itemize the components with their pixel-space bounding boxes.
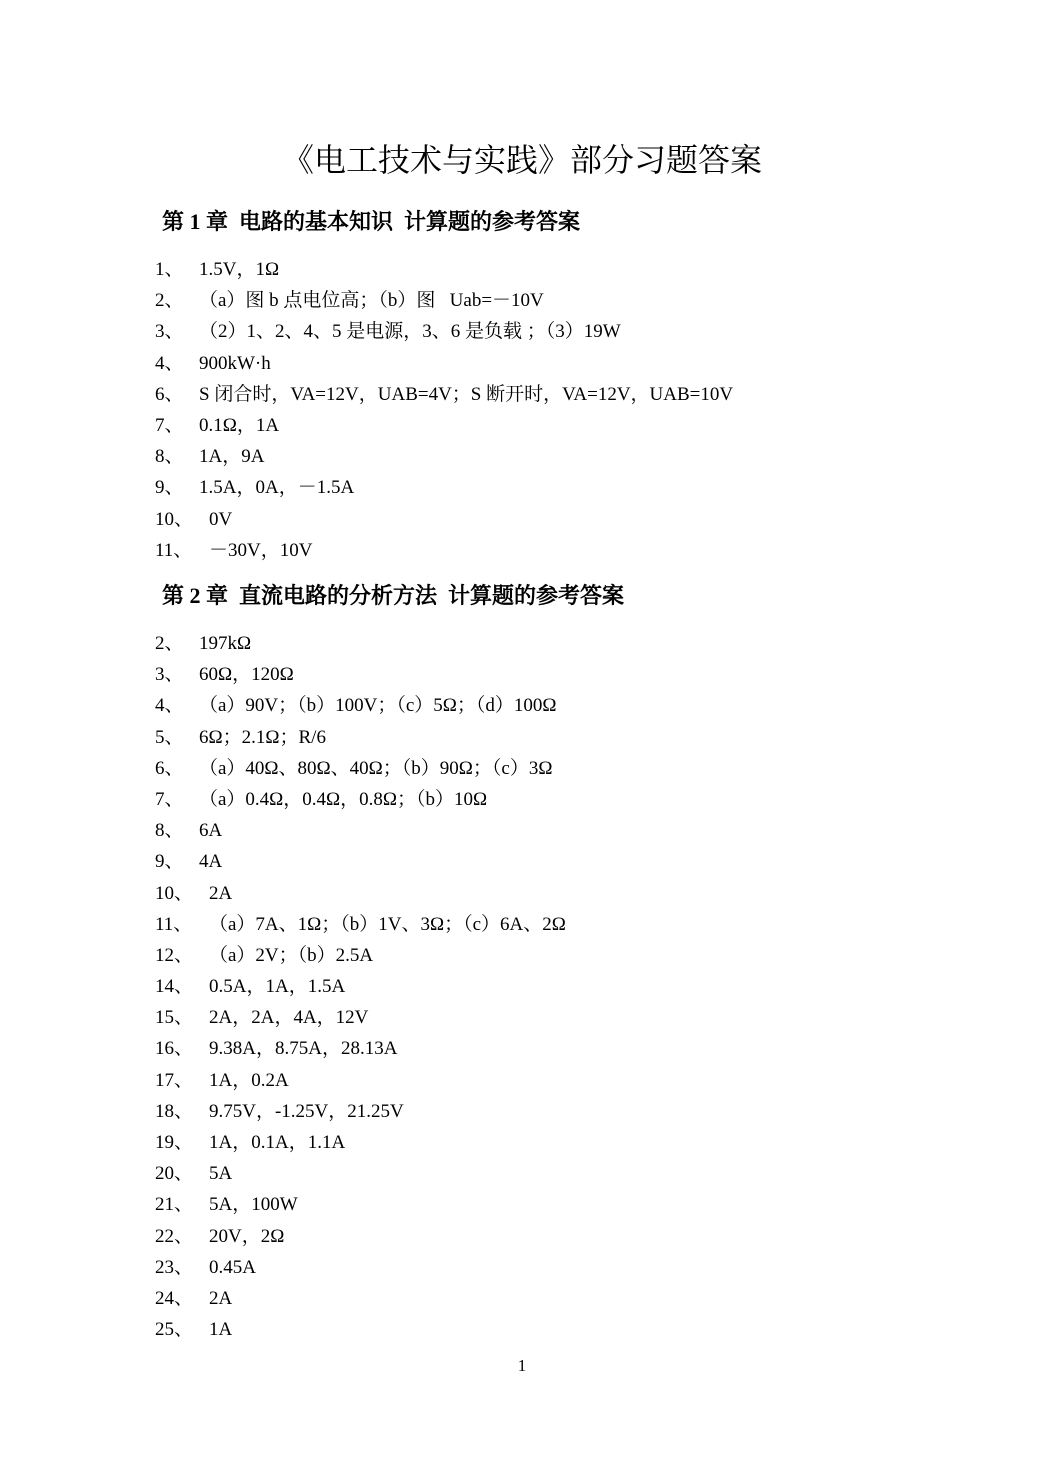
answer-item — [155, 285, 733, 316]
answer-text: S 闭合时，VA=12V，UAB=4V；S 断开时，VA=12V，UAB=10V — [199, 383, 734, 405]
answer-number: 5、 — [155, 726, 184, 748]
answer-text: 5A，100W — [209, 1194, 298, 1216]
answer-number: 3、 — [155, 321, 184, 343]
answer-item — [155, 1002, 566, 1033]
answer-item — [155, 535, 733, 566]
answer-item — [155, 1283, 566, 1314]
answer-item — [155, 1221, 566, 1252]
answer-item — [155, 410, 733, 441]
answer-item — [155, 1314, 566, 1345]
answer-number: 14、 — [155, 976, 194, 998]
answer-text: 2A，2A，4A，12V — [209, 1007, 369, 1029]
answer-text: 60Ω，120Ω — [199, 664, 294, 686]
answer-number: 9、 — [155, 851, 184, 873]
answer-number: 15、 — [155, 1007, 194, 1029]
page-number: 1 — [517, 1356, 527, 1375]
answer-item — [155, 504, 733, 535]
answer-item — [155, 348, 733, 379]
answer-text: 6A — [199, 820, 223, 842]
answer-number: 11、 — [155, 539, 193, 561]
answer-item — [155, 1096, 566, 1127]
answer-number: 1、 — [155, 259, 184, 280]
answer-item — [155, 316, 733, 347]
answer-text: 9.75V，-1.25V，21.25V — [209, 1100, 404, 1122]
answer-number: 21、 — [155, 1194, 194, 1216]
answer-text: 0.1Ω，1A — [199, 414, 280, 436]
answer-number: 20、 — [155, 1163, 194, 1185]
answer-text: 900kW·h — [199, 352, 271, 374]
answer-item — [155, 628, 566, 659]
answer-item — [155, 909, 566, 940]
answer-text: 20V，2Ω — [209, 1225, 285, 1247]
answer-item — [155, 846, 566, 877]
answer-number: 6、 — [155, 383, 184, 405]
answer-text: 1.5A，0A，－1.5A — [199, 477, 355, 499]
answer-text: （a）40Ω、80Ω、40Ω；（b）90Ω；（c）3Ω — [199, 757, 553, 779]
answer-number: 22、 — [155, 1225, 194, 1247]
answer-number: 19、 — [155, 1132, 194, 1153]
answer-number: 11、 — [155, 913, 193, 935]
answer-number: 2、 — [155, 633, 184, 654]
answer-item — [155, 441, 733, 472]
answer-item — [155, 940, 566, 971]
answer-text: （a）0.4Ω，0.4Ω，0.8Ω；（b）10Ω — [199, 788, 488, 810]
answer-number: 10、 — [155, 508, 194, 530]
answer-item — [155, 254, 733, 285]
answer-item — [155, 971, 566, 1002]
answer-item — [155, 379, 733, 410]
answer-item — [155, 784, 566, 815]
answer-number: 4、 — [155, 695, 184, 717]
chapter-1-heading: 第 1 章 电路的基本知识 计算题的参考答案 — [162, 209, 581, 234]
answer-number: 25、 — [155, 1319, 194, 1341]
answer-text: （a）90V；（b）100V；（c）5Ω；（d）100Ω — [199, 695, 557, 717]
answer-number: 16、 — [155, 1038, 194, 1060]
answer-number: 17、 — [155, 1069, 194, 1091]
answer-text: －30V，10V — [209, 539, 313, 561]
answer-text: （a）7A、1Ω；（b）1V、3Ω；（c）6A、2Ω — [209, 913, 566, 935]
answer-item — [155, 1252, 566, 1283]
answer-text: 4A — [199, 851, 223, 873]
answer-item — [155, 815, 566, 846]
answer-number: 7、 — [155, 414, 184, 436]
answer-text: 1A，9A — [199, 446, 265, 468]
chapter-2-answer-list — [155, 628, 566, 1345]
answer-number: 18、 — [155, 1100, 194, 1122]
answer-number: 12、 — [155, 944, 194, 966]
answer-text: （a）2V；（b）2.5A — [209, 944, 374, 966]
answer-item — [155, 878, 566, 909]
answer-number: 2、 — [155, 290, 184, 312]
answer-number: 3、 — [155, 664, 184, 686]
chapter-1-answer-list — [155, 254, 733, 566]
answer-text: 0.45A — [209, 1256, 256, 1278]
answer-item — [155, 722, 566, 753]
answer-item — [155, 1158, 566, 1189]
answer-text: 1A，0.1A，1.1A — [209, 1132, 346, 1153]
answer-text: 5A — [209, 1163, 233, 1185]
answer-number: 24、 — [155, 1287, 194, 1309]
answer-text: 1A，0.2A — [209, 1069, 289, 1091]
answer-text: 6Ω；2.1Ω；R/6 — [199, 726, 326, 748]
answer-item — [155, 1033, 566, 1064]
answer-item — [155, 472, 733, 503]
answer-item — [155, 1127, 566, 1158]
answer-text: 1A — [209, 1319, 233, 1341]
answer-item — [155, 659, 566, 690]
page-title: 《电工技术与实践》部分习题答案 — [281, 142, 762, 178]
chapter-2-heading: 第 2 章 直流电路的分析方法 计算题的参考答案 — [162, 583, 625, 608]
answer-text: 0V — [209, 508, 233, 530]
answer-text: 1.5V，1Ω — [199, 259, 280, 280]
answer-number: 8、 — [155, 446, 184, 468]
answer-number: 10、 — [155, 882, 194, 904]
answer-number: 7、 — [155, 788, 184, 810]
answer-number: 6、 — [155, 757, 184, 779]
answer-text: 0.5A，1A，1.5A — [209, 976, 346, 998]
answer-item — [155, 690, 566, 721]
answer-text: 9.38A，8.75A，28.13A — [209, 1038, 398, 1060]
answer-text: 2A — [209, 882, 233, 904]
answer-number: 23、 — [155, 1256, 194, 1278]
answer-text: （2）1、2、4、5 是电源，3、6 是负载 ；（3）19W — [199, 321, 621, 343]
answer-number: 4、 — [155, 352, 184, 374]
answer-item — [155, 1189, 566, 1220]
answer-item — [155, 1065, 566, 1096]
answer-text: 2A — [209, 1287, 233, 1309]
answer-item — [155, 753, 566, 784]
answer-text: （a）图 b 点电位高；（b）图 Uab=－10V — [199, 290, 544, 312]
answer-number: 8、 — [155, 820, 184, 842]
answer-number: 9、 — [155, 477, 184, 499]
answer-text: 197kΩ — [199, 633, 252, 654]
